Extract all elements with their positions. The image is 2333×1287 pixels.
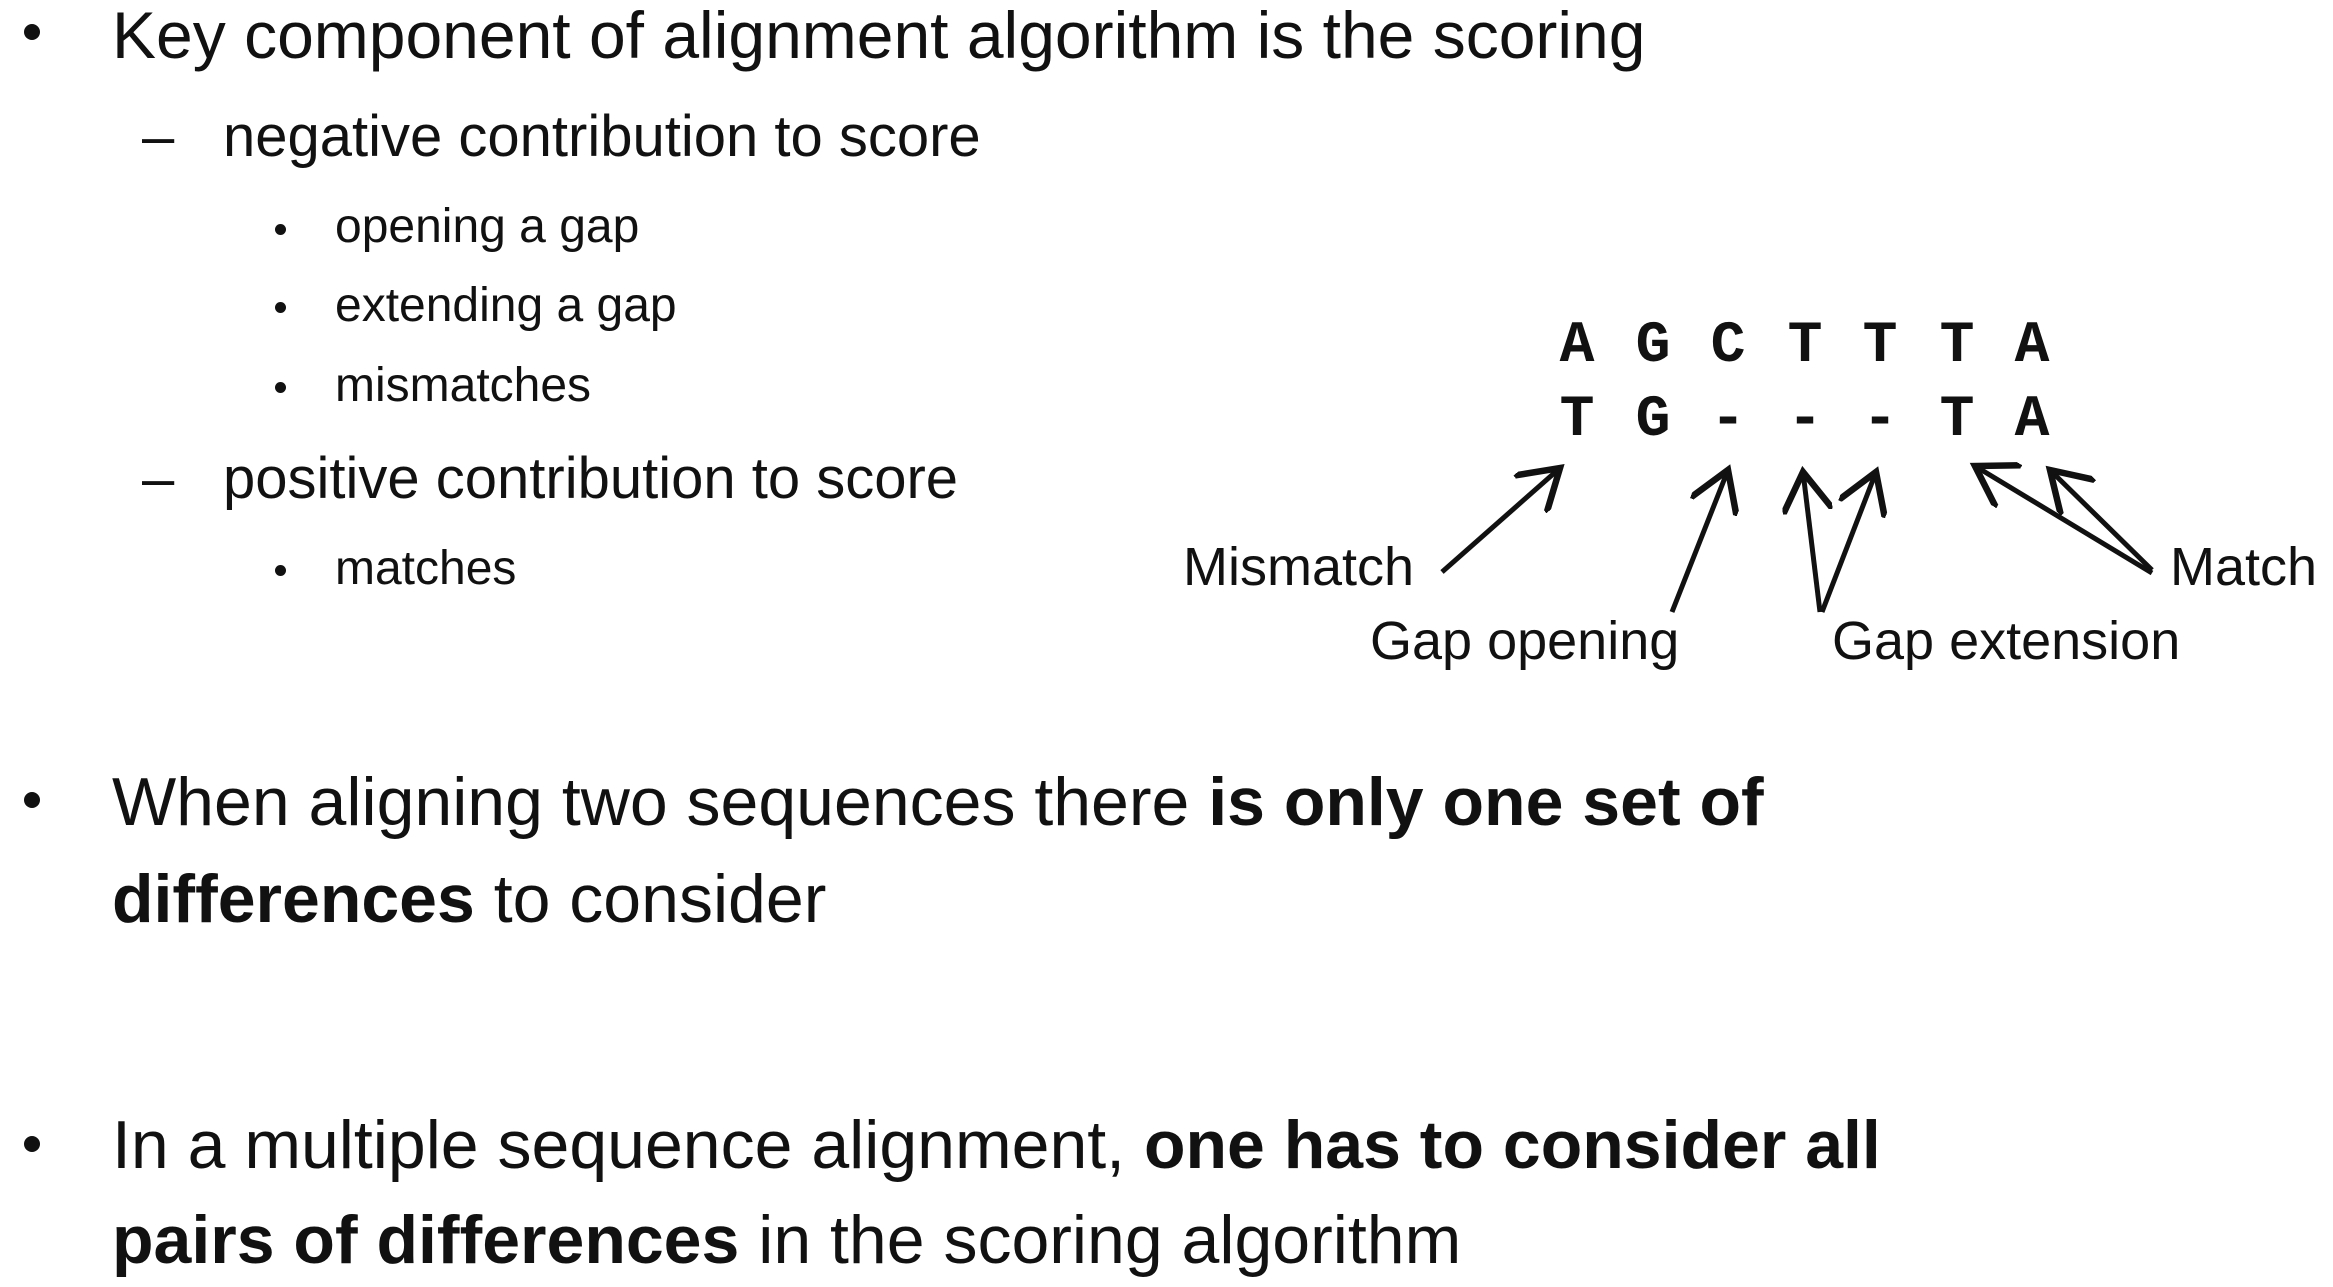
arrow-gap-extension-1	[1803, 472, 1820, 612]
bullet-3-normal-text: In a multiple sequence alignment,	[112, 1107, 1144, 1183]
seq-top-char: A	[2014, 314, 2050, 379]
positive-contribution-label: positive contribution to score	[223, 446, 959, 511]
seq-bottom-char: -	[1710, 388, 1746, 453]
bullet-3-bold-text: one has to consider all	[1143, 1107, 1881, 1183]
bullet-1-text: Key component of alignment algorithm is the scoring	[112, 0, 1646, 72]
arrow-mismatch	[1442, 468, 1560, 572]
label-mismatch: Mismatch	[1183, 537, 1415, 597]
seq-top-char: T	[1939, 314, 1975, 379]
seq-top-char: A	[1559, 314, 1595, 379]
bullet-2-normal-text: to consider	[474, 861, 827, 937]
label-gap-opening: Gap opening	[1370, 611, 1680, 671]
bullet-dot-2	[24, 792, 40, 808]
bullet-2-normal-text: When aligning two sequences there	[112, 764, 1209, 840]
seq-top-char: T	[1862, 314, 1898, 379]
bullet-2-line-1	[112, 764, 1764, 840]
bullet-3-line-2	[112, 1202, 1462, 1278]
item-opening-gap: opening a gap	[335, 200, 640, 253]
seq-top-char: T	[1787, 314, 1823, 379]
seq-bottom-char: T	[1939, 388, 1975, 453]
label-gap-extension: Gap extension	[1832, 611, 2181, 671]
bullet-2-bold-text: differences	[112, 861, 475, 937]
label-match: Match	[2170, 537, 2318, 597]
negative-contribution-label: negative contribution to score	[223, 104, 981, 169]
bullet-3-bold-text: pairs of differences	[112, 1202, 740, 1278]
dash-negative: –	[142, 104, 175, 169]
seq-bottom-char: A	[2014, 388, 2050, 453]
bullet-dot-3	[24, 1136, 40, 1152]
item-mismatches: mismatches	[335, 359, 592, 412]
arrow-gap-opening	[1672, 470, 1728, 612]
item-extending-gap: extending a gap	[335, 279, 677, 332]
bullet-3-normal-text: in the scoring algorithm	[739, 1202, 1462, 1278]
bullet-2-bold-text: is only one set of	[1208, 764, 1764, 840]
seq-top-char: G	[1635, 314, 1671, 379]
bullet-2-line-2	[112, 861, 827, 937]
item-matches: matches	[335, 542, 517, 595]
arrow-gap-extension-2	[1822, 472, 1876, 612]
seq-top-char: C	[1710, 314, 1746, 379]
seq-bottom-char: -	[1787, 388, 1823, 453]
seq-bottom-char: T	[1559, 388, 1595, 453]
seq-bottom-char: -	[1862, 388, 1898, 453]
seq-bottom-char: G	[1635, 388, 1671, 453]
dash-positive: –	[142, 446, 175, 511]
bullet-3-line-1	[112, 1107, 1881, 1183]
